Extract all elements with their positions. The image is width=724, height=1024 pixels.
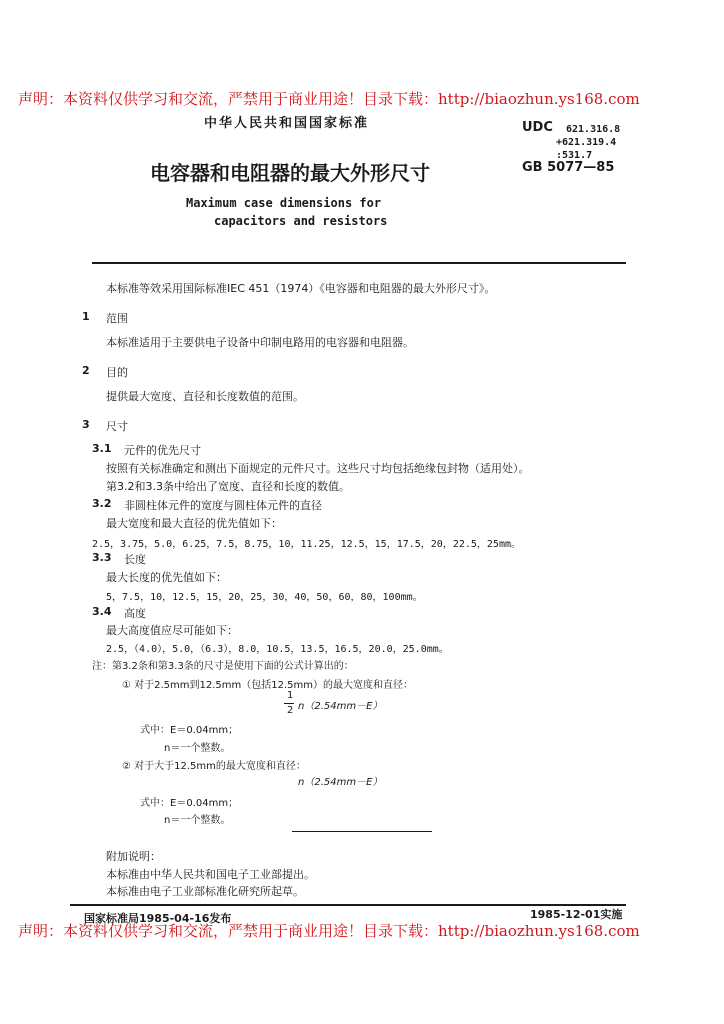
udc-line-1: 621.316.8	[566, 124, 621, 135]
section-3-number: 3	[82, 418, 90, 431]
title-en-line-2: capacitors and resistors	[214, 214, 388, 228]
section-3-1-number: 3.1	[92, 442, 112, 455]
document-title: 电容器和电阻器的最大外形尺寸	[150, 161, 430, 185]
section-3-4-line-1: 最大高度值应尽可能如下：	[106, 624, 238, 637]
section-3-1-title: 元件的优先尺寸	[124, 444, 201, 457]
section-3-3-line-1: 最大长度的优先值如下：	[106, 571, 227, 584]
gb-number: GB 5077—85	[522, 160, 615, 175]
formula-1-where-e: 式中：E＝0.04mm；	[140, 725, 239, 736]
section-3-2-line-1: 最大宽度和最大直径的优先值如下：	[106, 517, 282, 530]
title-en-line-1: Maximum case dimensions for	[186, 196, 382, 210]
watermark-bottom: 声明：本资料仅供学习和交流，严禁用于商业用途！目录下载：http://biaozhun.ys168.com	[18, 922, 640, 940]
section-3-2-values: 2.5，3.75，5.0，6.25，7.5，8.75，10，11.25，12.5，15，17.5，20，22.5，25mm。	[92, 539, 521, 550]
section-3-4-values: 2.5，（4.0），5.0，（6.3），8.0，10.5，13.5，16.5，20.0，25.0mm。	[106, 644, 449, 655]
note-item-1: ① 对于2.5mm到12.5mm（包括12.5mm）的最大宽度和直径：	[122, 680, 414, 691]
section-3-4-number: 3.4	[92, 605, 112, 618]
section-3-3-number: 3.3	[92, 551, 112, 564]
section-2-title: 目的	[106, 366, 128, 379]
national-standard-label: 中华人民共和国国家标准	[204, 116, 370, 131]
section-3-3-title: 长度	[124, 553, 146, 566]
section-3-2-number: 3.2	[92, 497, 112, 510]
formula-2-where-e: 式中：E＝0.04mm；	[140, 798, 239, 809]
formula-2-where-n: n＝一个整数。	[164, 815, 231, 826]
appendix-line-1: 本标准由中华人民共和国电子工业部提出。	[106, 868, 315, 881]
appendix-title: 附加说明：	[106, 850, 161, 863]
section-1-number: 1	[82, 310, 90, 323]
formula-1-denominator: 2	[287, 705, 294, 716]
intro-text: 本标准等效采用国际标准IEC 451（1974）《电容器和电阻器的最大外形尺寸》。	[106, 282, 496, 295]
formula-1-numerator: 1	[287, 690, 294, 701]
formula-1-where-n: n＝一个整数。	[164, 743, 231, 754]
section-1-text: 本标准适用于主要供电子设备中印制电路用的电容器和电阻器。	[106, 336, 414, 349]
note-divider	[292, 831, 432, 832]
udc-line-2: +621.319.4	[556, 137, 617, 148]
section-2-text: 提供最大宽度、直径和长度数值的范围。	[106, 390, 304, 403]
header-divider	[92, 262, 626, 264]
note-intro: 注：第3.2条和第3.3条的尺寸是使用下面的公式计算出的：	[92, 661, 354, 672]
watermark-top: 声明：本资料仅供学习和交流，严禁用于商业用途！目录下载：http://biaozhun.ys168.com	[18, 90, 640, 108]
formula-1-body: n（2.54mm－E）	[298, 701, 383, 712]
section-3-2-title: 非圆柱体元件的宽度与圆柱体元件的直径	[124, 499, 322, 512]
section-3-3-values: 5，7.5，10，12.5，15，20，25，30，40，50，60，80，100mm。	[106, 592, 423, 603]
section-3-1-line-2: 第3.2和3.3条中给出了宽度、直径和长度的数值。	[106, 480, 350, 493]
section-3-4-title: 高度	[124, 607, 146, 620]
section-1-title: 范围	[106, 312, 128, 325]
section-3-1-line-1: 按照有关标准确定和测出下面规定的元件尺寸。这些尺寸均包括绝缘包封物（适用处）。	[106, 462, 530, 475]
section-2-number: 2	[82, 364, 90, 377]
udc-label: UDC	[522, 120, 553, 135]
formula-2-body: n（2.54mm－E）	[298, 777, 383, 788]
footer-effective: 1985-12-01实施	[530, 908, 623, 921]
section-3-title: 尺寸	[106, 420, 128, 433]
footer-issued: 国家标准局1985-04-16发布	[84, 912, 232, 925]
udc-line-3: :531.7	[556, 150, 593, 161]
appendix-line-2: 本标准由电子工业部标准化研究所起草。	[106, 885, 304, 898]
formula-1-fraction-bar	[284, 703, 294, 704]
note-item-2: ② 对于大于12.5mm的最大宽度和直径：	[122, 761, 306, 772]
